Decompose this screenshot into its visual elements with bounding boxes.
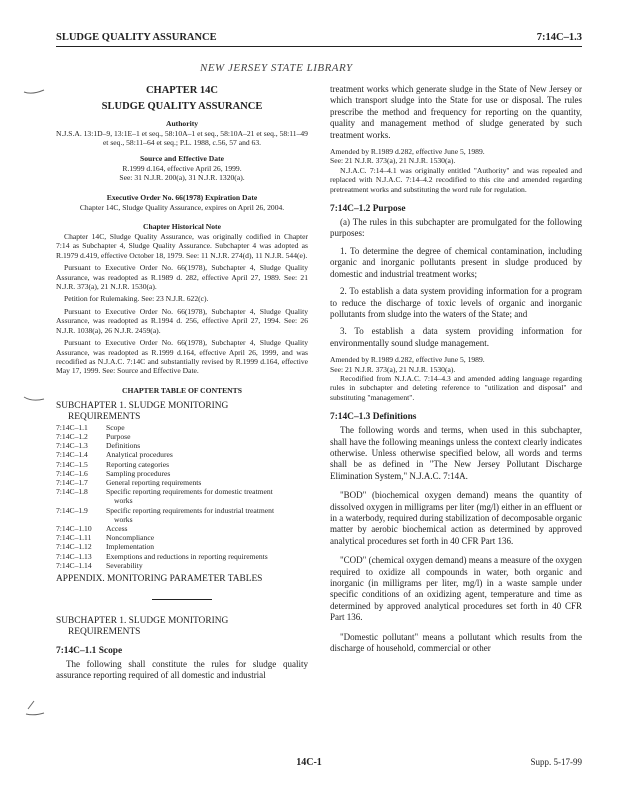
- historical-note-paragraph: Chapter 14C, Sludge Quality Assurance, was originally codified in Chapter 7:14 as Subchapter 4, Sludge Quality Assurance. Subchapter 4 was adopted as R.1979 d.419, effective October 18, 1979. See: 11 N.J.R. 274(d), 11 N.J.R. 544(e).: [56, 232, 308, 260]
- toc-entry-title: Scope: [106, 422, 125, 432]
- supplement-date: Supp. 5-17-99: [530, 757, 582, 767]
- toc-entry: [56, 478, 308, 487]
- toc-entry-number: 7:14C–1.8: [56, 487, 88, 497]
- historical-note-heading: Chapter Historical Note: [143, 222, 221, 232]
- header-title: SLUDGE QUALITY ASSURANCE: [56, 32, 217, 43]
- source-heading: Source and Effective Date: [139, 153, 224, 163]
- definition-cod: "COD" (chemical oxygen demand) means a measure of the oxygen required to oxidize all compounds in water, both organic and inorganic (in milligrams per liter, mg/l) in a waste sample under specific conditions of an oxidizing agent, temperature and time as determined by approved analytical procedures set forth in 40 CFR Part 136.: [330, 555, 583, 623]
- toc-entry: [56, 423, 308, 432]
- amendment-note: Amended by R.1989 d.282, effective June 5, 1989.: [330, 355, 485, 365]
- toc-entry-title: Analytical procedures: [106, 450, 173, 460]
- authority-heading: Authority: [165, 119, 199, 128]
- toc-entry-title: General reporting requirements: [106, 477, 202, 487]
- toc-entry: [56, 506, 308, 524]
- definitions-intro: The following words and terms, when used in this subchapter, shall have the following meanings unless the context clearly indicates otherwise. Unless otherwise specified below, all words and terms shall be as defined in "The New Jersey Pollutant Discharge Elimination System," N.J.A.C. 7:14A.: [330, 425, 582, 481]
- definitions-heading: 7:14C–1.3 Definitions: [330, 412, 417, 423]
- toc-entry: [56, 542, 308, 551]
- source-line: See: 31 N.J.R. 200(a), 31 N.J.R. 1320(a).: [119, 173, 245, 183]
- purpose-intro: (a) The rules in this subchapter are promulgated for the following purposes:: [330, 217, 582, 239]
- toc-subchapter-line: REQUIREMENTS: [68, 411, 141, 422]
- toc-entry-title: Specific reporting requirements for domestic treatment: [106, 487, 273, 497]
- toc-entry-number: 7:14C–1.14: [56, 560, 92, 570]
- purpose-item: 2. To establish a data system providing information for a program to reduce the discharge of toxic levels of organic and inorganic pollutants from sludge into the waters of the State; and: [330, 286, 582, 319]
- toc-entry-number: 7:14C–1.13: [56, 551, 92, 561]
- toc-entry: [56, 561, 308, 570]
- historical-note-paragraph: Pursuant to Executive Order No. 66(1978), Subchapter 4, Sludge Quality Assurance, was readopted as R.1994 d. 256, effective April 27, 1994. See: 26 N.J.R. 1038(a), 26 N.J.R. 2459(a).: [56, 306, 308, 335]
- toc-entry: [56, 524, 308, 533]
- toc-appendix: APPENDIX. MONITORING PARAMETER TABLES: [56, 573, 263, 584]
- page-number: 14C-1: [296, 757, 322, 768]
- amendment-note: N.J.A.C. 7:14–4.1 was originally entitled "Authority" and was repealed and replaced with N.J.A.C. 7:14–4.2 recodified to this cite and amended regarding pretreatment works and substituting the word rule for regulation.: [330, 165, 582, 194]
- executive-order-text: Chapter 14C, Sludge Quality Assurance, expires on April 26, 2004.: [79, 202, 285, 212]
- purpose-item: 3. To establish a data system providing information for environmentally sound sludge management.: [330, 326, 582, 348]
- toc-entry-title: Noncompliance: [106, 533, 155, 543]
- toc-entry-number: 7:14C–1.3: [56, 441, 88, 451]
- amendment-note: See: 21 N.J.R. 373(a), 21 N.J.R. 1530(a).: [330, 156, 456, 166]
- toc-subchapter: [56, 401, 308, 423]
- toc-entry-title: Specific reporting requirements for industrial treatment: [106, 505, 275, 515]
- historical-note-paragraph: Pursuant to Executive Order No. 66(1978), Subchapter 4, Sludge Quality Assurance, was readopted as R.1999 d.164, effective April 26, 1999, and was recodified as N.J.A.C. 7:14C and substantially revised by R.1999 d.164, effective May 17, 1999. See: Source and Effective Date.: [56, 338, 308, 376]
- toc-entry-number: 7:14C–1.10: [56, 523, 92, 533]
- toc-entry-title: Exemptions and reductions in reporting requirements: [106, 551, 268, 561]
- chapter-number: CHAPTER 14C: [145, 85, 219, 96]
- executive-order-heading: Executive Order No. 66(1978) Expiration Date: [106, 192, 258, 202]
- toc-entry-title: Access: [106, 523, 128, 533]
- toc-entry: [56, 469, 308, 478]
- purpose-heading: 7:14C–1.2 Purpose: [330, 204, 406, 215]
- left-column: [56, 84, 308, 682]
- authority-text: N.J.S.A. 13:1D–9, 13:1E–1 et seq., 58:10A–1 et seq., 58:10A–21 et seq., 58:11–49 et seq., 58:11–64 et seq.; P.L. 1988, c.56, 57 and 63.: [56, 129, 308, 148]
- toc-entry: [56, 432, 308, 441]
- toc-entry-number: 7:14C–1.5: [56, 459, 88, 469]
- toc-entry-title: Definitions: [106, 441, 141, 451]
- scope-text-continued: treatment works which generate sludge in the State of New Jersey or which transport sludge into the State for use or disposal. The rules prescribe the method and frequency for reporting on the quantity, quality and management method of sludge generated by such treatment works.: [330, 84, 582, 140]
- toc-entry-title-continued: works: [114, 496, 133, 506]
- margin-mark-icon: [22, 88, 46, 96]
- toc-entry: [56, 533, 308, 542]
- toc-entry: [56, 487, 308, 505]
- toc-subchapter-line: SUBCHAPTER 1. SLUDGE MONITORING: [56, 400, 229, 411]
- chapter-title: SLUDGE QUALITY ASSURANCE: [101, 101, 263, 112]
- purpose-item: 1. To determine the degree of chemical contamination, including organic and inorganic pollutants present in sludge produced by domestic and industrial treatment works;: [330, 245, 582, 279]
- toc-entry-title: Reporting categories: [106, 459, 170, 469]
- toc-list: [56, 423, 308, 570]
- subchapter-heading-line: SUBCHAPTER 1. SLUDGE MONITORING: [56, 615, 229, 626]
- toc-entry-number: 7:14C–1.6: [56, 468, 88, 478]
- library-stamp: NEW JERSEY STATE LIBRARY: [200, 62, 353, 74]
- toc-entry-title-continued: works: [114, 514, 133, 524]
- toc-entry: [56, 450, 308, 459]
- toc-entry-number: 7:14C–1.9: [56, 505, 88, 515]
- toc-entry-title: Purpose: [106, 431, 131, 441]
- toc-entry: [56, 460, 308, 469]
- toc-title: CHAPTER TABLE OF CONTENTS: [122, 385, 242, 395]
- toc-entry: [56, 441, 308, 450]
- amendment-note: See: 21 N.J.R. 373(a), 21 N.J.R. 1530(a).: [330, 364, 456, 374]
- subchapter-heading-line: REQUIREMENTS: [68, 626, 141, 637]
- toc-entry-number: 7:14C–1.7: [56, 477, 88, 487]
- toc-entry-number: 7:14C–1.12: [56, 542, 92, 552]
- toc-entry: [56, 552, 308, 561]
- definition-bod: "BOD" (biochemical oxygen demand) means the quantity of dissolved oxygen in milligrams per liter (mg/l) either in an effluent or in a waterbody, required during stabilization of decomposable organic matter by aerobic biochemical action as determined by approved analytical procedures set forth in 40 CFR Part 136.: [330, 490, 582, 546]
- scope-text: The following shall constitute the rules for sludge quality assurance reporting required of all domestic and industrial: [56, 658, 308, 681]
- source-line: R.1999 d.164, effective April 26, 1999.: [122, 163, 242, 173]
- right-column: [330, 84, 582, 654]
- toc-entry-title: Severability: [106, 560, 143, 570]
- toc-entry-title: Implementation: [106, 542, 155, 552]
- toc-entry-title: Sampling procedures: [106, 468, 171, 478]
- scope-heading: 7:14C–1.1 Scope: [56, 645, 123, 656]
- historical-note-paragraph: Pursuant to Executive Order No. 66(1978), Subchapter 4, Sludge Quality Assurance, was readopted as R.1989 d. 282, effective April 27, 1989. See: 21 N.J.R. 373(a), 21 N.J.R. 1530(a).: [56, 263, 308, 292]
- toc-entry-number: 7:14C–1.4: [56, 450, 88, 460]
- historical-note-paragraph: Petition for Rulemaking. See: 23 N.J.R. 622(c).: [64, 294, 209, 304]
- running-header: [56, 32, 582, 47]
- header-section-number: 7:14C–1.3: [536, 32, 582, 43]
- definition-domestic-pollutant: "Domestic pollutant" means a pollutant which results from the discharge of household, commercial or other: [330, 631, 582, 654]
- amendment-note: Recodified from N.J.A.C. 7:14–4.3 and amended adding language regarding rules in subchapter and deleting reference to "utilization and disposal" and substituting "management".: [330, 373, 582, 402]
- margin-mark-icon: [22, 700, 46, 716]
- toc-entry-number: 7:14C–1.2: [56, 431, 88, 441]
- amendment-note: Amended by R.1989 d.282, effective June 5, 1989.: [330, 147, 485, 157]
- section-divider: [152, 599, 212, 600]
- toc-entry-number: 7:14C–1.11: [56, 533, 92, 543]
- subchapter-heading: [56, 616, 308, 638]
- margin-mark-icon: [22, 395, 46, 403]
- toc-entry-number: 7:14C–1.1: [56, 422, 88, 432]
